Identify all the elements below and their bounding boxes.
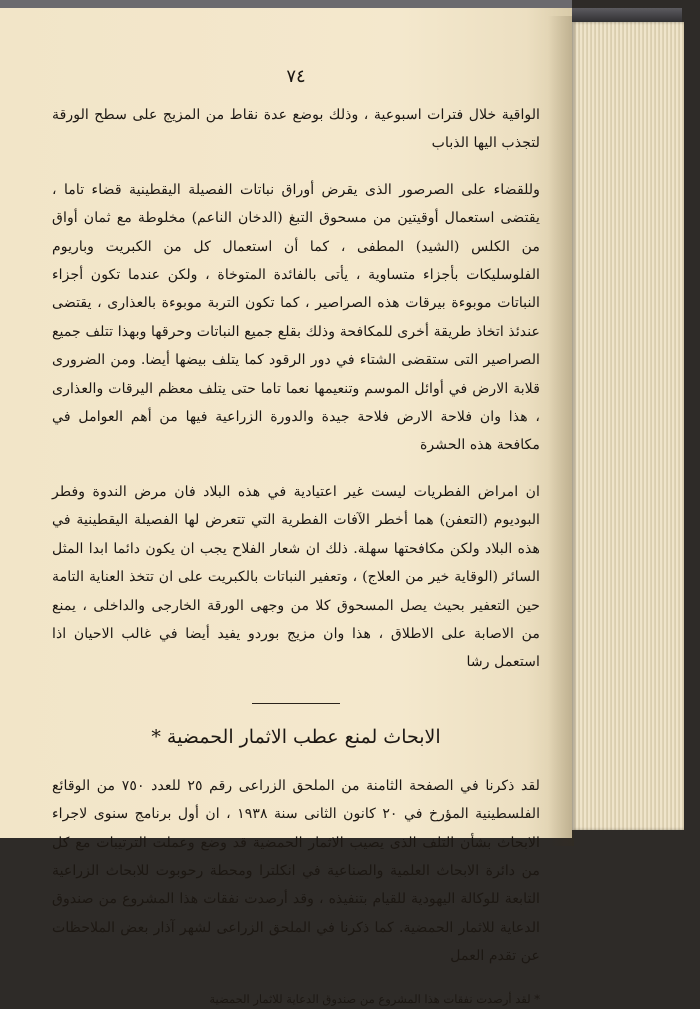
paragraph-fly-bait: الواقية خلال فترات اسبوعية ، وذلك بوضع عدة نقاط من المزيج على سطح الورقة لتجذب اليها الذباب xyxy=(52,107,540,152)
paragraph-beetle-control: وللقضاء على الصرصور الذى يقرض أوراق نباتات الفصيلة اليقطينية قضاء تاما ، يقتضى استعمال أوقيتين من مسحوق التبغ (الدخان الناعم) مخلوطة مع ثمان أواق من الكلس (الشيد) المطفى ، كما أن استعمال كل من الكبريت وباريوم الفلوسليكات بأجزاء متساوية ، يأتى بالفائدة المتوخاة ، ولكن عندما تكون أجزاء النباتات موبوءة بيرقات هذه الصراصير ، كما تكون التربة موبوءة بالعذارى ، يقتضى عندئذ اتخاذ طريقة أخرى للمكافحة وذلك بقلع جميع النباتات وحرقها وبهذا تتلف جميع الصراصير التى ستقضى الشتاء في دور الرقود كما يتلف بيضها أيضا. ومن الضرورى قلابة الارض في أوائل الموسم وتنعيمها نعما تاما حتى يتلف معظم اليرقات والعذارى ، هذا وان فلاحة الارض فلاحة جيدة والدورة الزراعية فيها من أهم العوامل في مكافحة هذه الحشرة xyxy=(52,181,540,454)
section-title: الابحاث لمنع عطب الاثمار الحمضية * xyxy=(151,725,441,748)
footnote: * لقد أرصدت نفقات هذا المشروع من صندوق الدعاية للاثمار الحمضية xyxy=(209,991,540,1006)
spine-shadow xyxy=(548,16,574,846)
page-stack-edges xyxy=(572,22,684,830)
paragraph-citrus-research: لقد ذكرنا في الصفحة الثامنة من الملحق الزراعى رقم ٢٥ للعدد ٧٥٠ من الوقائع الفلسطينية المؤرخ في ٢٠ كانون الثانى سنة ١٩٣٨ ، ان أول برنامج سنوى لاجراء الابحاث بشأن التلف الذى يصيب الاثمار الحمضية قد وضع وعملت الترتيبات مع كل من دائرة الابحاث العلمية والصناعية في انكلترا ومحطة رحوبوت للابحاث الزراعية التابعة للوكالة اليهودية للقيام بتنفيذه ، وقد أرصدت نفقات هذا المشروع من صندوق الدعاية للاثمار الحمضية. كما ذكرنا في الملحق الزراعى لشهر آذار بعض الملاحظات عن تقدم العمل xyxy=(52,777,541,965)
page-text xyxy=(52,66,540,1009)
section-divider xyxy=(252,703,340,704)
paragraph-fungal-diseases: ان امراض الفطريات ليست غير اعتيادية في هذه البلاد فان مرض الندوة وفطر البوديوم (التعفن) هما أخطر الآفات الفطرية التي تتعرض لها الفصيلة اليقطينية في هذه البلاد ولكن مكافحتها سهلة. ذلك ان شعار الفلاح يجب ان يكون دائما ابدا المثل السائر (الوقاية خير من العلاج) ، وتعفير النباتات بالكبريت على ان تتخذ العناية التامة حين التعفير بحيث يصل المسحوق كلا من وجهى الورقة الخارجى والداخلى ، يمنع من الاصابة على الاطلاق ، هذا وان مزيج بوردو يفيد أيضا في غالب الاحيان اذا استعمل رشا xyxy=(52,483,540,671)
page-number: ٧٤ xyxy=(286,66,306,87)
